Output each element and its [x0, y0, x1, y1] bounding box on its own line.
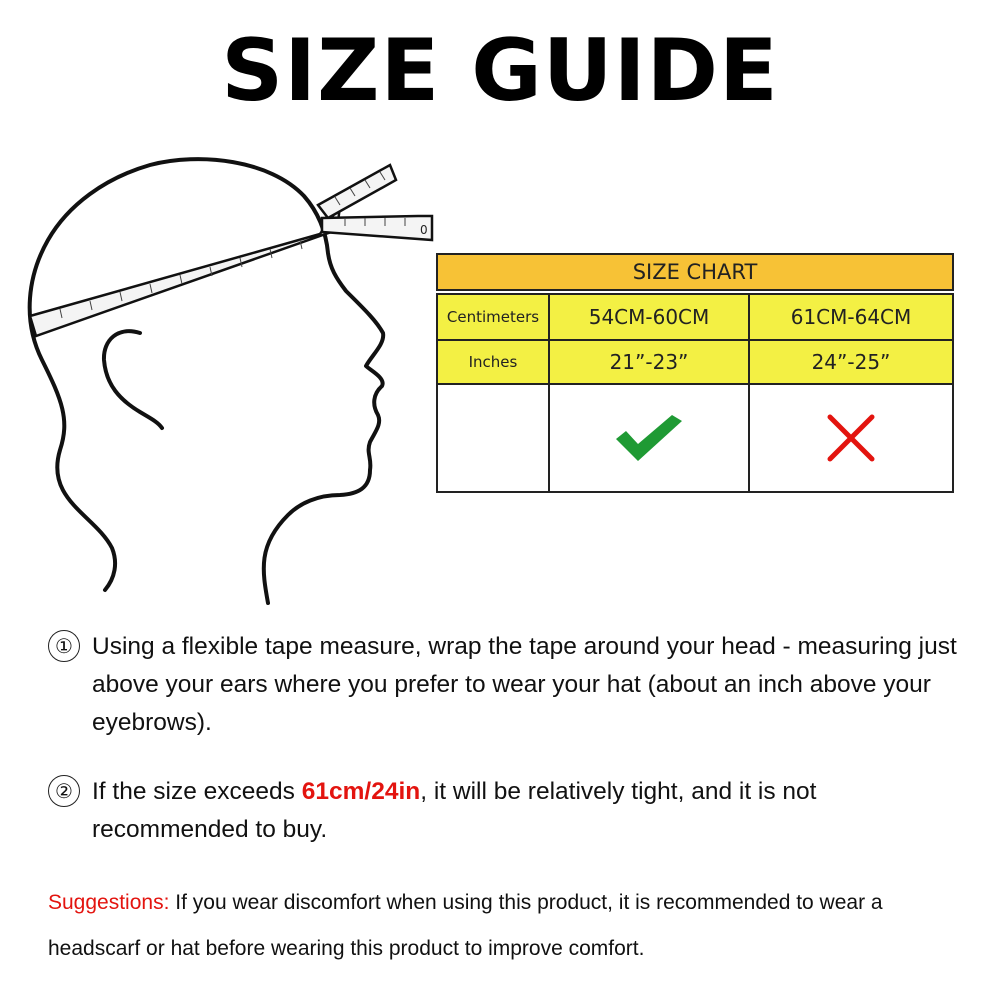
inch-size-fit: 21”-23”: [550, 341, 748, 383]
fit-cell-not-recommended: [750, 385, 952, 491]
fit-row-label: [438, 385, 548, 491]
instruction-2-text: [92, 773, 962, 849]
size-chart-grid: [436, 293, 954, 493]
grid-line: [438, 339, 952, 341]
instruction-2: [48, 773, 968, 853]
cm-size-tight: 61CM-64CM: [750, 295, 952, 339]
row-label-inches: Inches: [438, 341, 548, 383]
suggestion-label: Suggestions:: [48, 891, 170, 914]
step-number-2: ②: [48, 775, 80, 807]
instruction-2-text-before: If the size exceeds: [92, 778, 302, 805]
page-title: SIZE GUIDE: [221, 21, 779, 121]
cm-size-fit: 54CM-60CM: [550, 295, 748, 339]
grid-line: [548, 295, 550, 491]
cross-icon: [826, 413, 876, 463]
fit-cell-recommended: [550, 385, 748, 491]
size-chart: [436, 253, 954, 493]
tape-zero-label: 0: [420, 223, 428, 237]
grid-line: [438, 383, 952, 385]
size-limit-highlight: 61cm/24in: [301, 778, 421, 805]
check-icon: [614, 413, 684, 463]
row-label-centimeters: Centimeters: [438, 295, 548, 339]
instruction-1: [48, 628, 968, 748]
suggestion: [48, 880, 968, 972]
grid-line: [748, 295, 750, 491]
instruction-1-text: Using a flexible tape measure, wrap the tape around your head - measuring just above your ears where you prefer to wear your hat (about an inch above your eyebrows).: [92, 633, 957, 736]
step-number-1: ①: [48, 630, 80, 662]
size-chart-title: SIZE CHART: [436, 253, 954, 291]
suggestion-text: If you wear discomfort when using this product, it is recommended to wear a headscarf or hat before wearing this product to improve comfort.: [48, 891, 883, 960]
inch-size-tight: 24”-25”: [750, 341, 952, 383]
head-measuring-tape-icon: [0, 150, 440, 610]
instruction-2-text-after: , it will be relatively tight, and it is not recommended to buy.: [92, 778, 817, 843]
